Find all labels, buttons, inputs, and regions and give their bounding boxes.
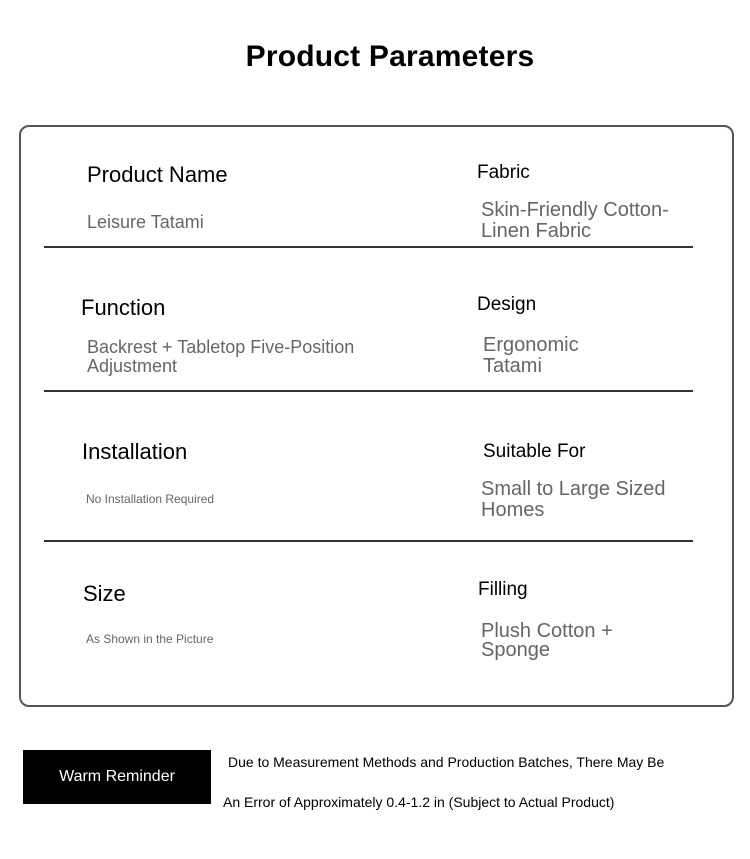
param-label-fabric: Fabric bbox=[477, 162, 530, 183]
param-label-suitable-for: Suitable For bbox=[483, 441, 586, 462]
row-divider bbox=[44, 246, 693, 248]
page-title: Product Parameters bbox=[245, 40, 535, 73]
warm-reminder-badge: Warm Reminder bbox=[23, 750, 211, 804]
param-value-product-name: Leisure Tatami bbox=[87, 212, 204, 232]
param-label-installation: Installation bbox=[82, 439, 188, 464]
param-value-design: Ergonomic Tatami bbox=[483, 334, 579, 377]
reminder-note-line-1: Due to Measurement Methods and Production Batches, There May Be bbox=[228, 754, 665, 770]
param-value-function: Backrest + Tabletop Five-Position Adjustment bbox=[87, 337, 355, 376]
param-label-product-name: Product Name bbox=[87, 162, 228, 187]
param-value-fabric: Skin-Friendly Cotton-Linen Fabric bbox=[481, 199, 669, 242]
param-label-size: Size bbox=[83, 581, 126, 606]
param-value-size: As Shown in the Picture bbox=[86, 632, 214, 646]
param-label-filling: Filling bbox=[478, 579, 528, 600]
reminder-note-line-2: An Error of Approximately 0.4-1.2 in (Subject to Actual Product) bbox=[223, 794, 615, 810]
param-value-installation: No Installation Required bbox=[86, 492, 215, 506]
row-divider bbox=[44, 540, 693, 542]
row-divider bbox=[44, 390, 693, 392]
param-label-function: Function bbox=[81, 295, 166, 320]
param-value-suitable-for: Small to Large Sized Homes bbox=[481, 478, 666, 521]
param-label-design: Design bbox=[477, 294, 537, 315]
param-value-filling: Plush Cotton + Sponge bbox=[481, 620, 613, 661]
